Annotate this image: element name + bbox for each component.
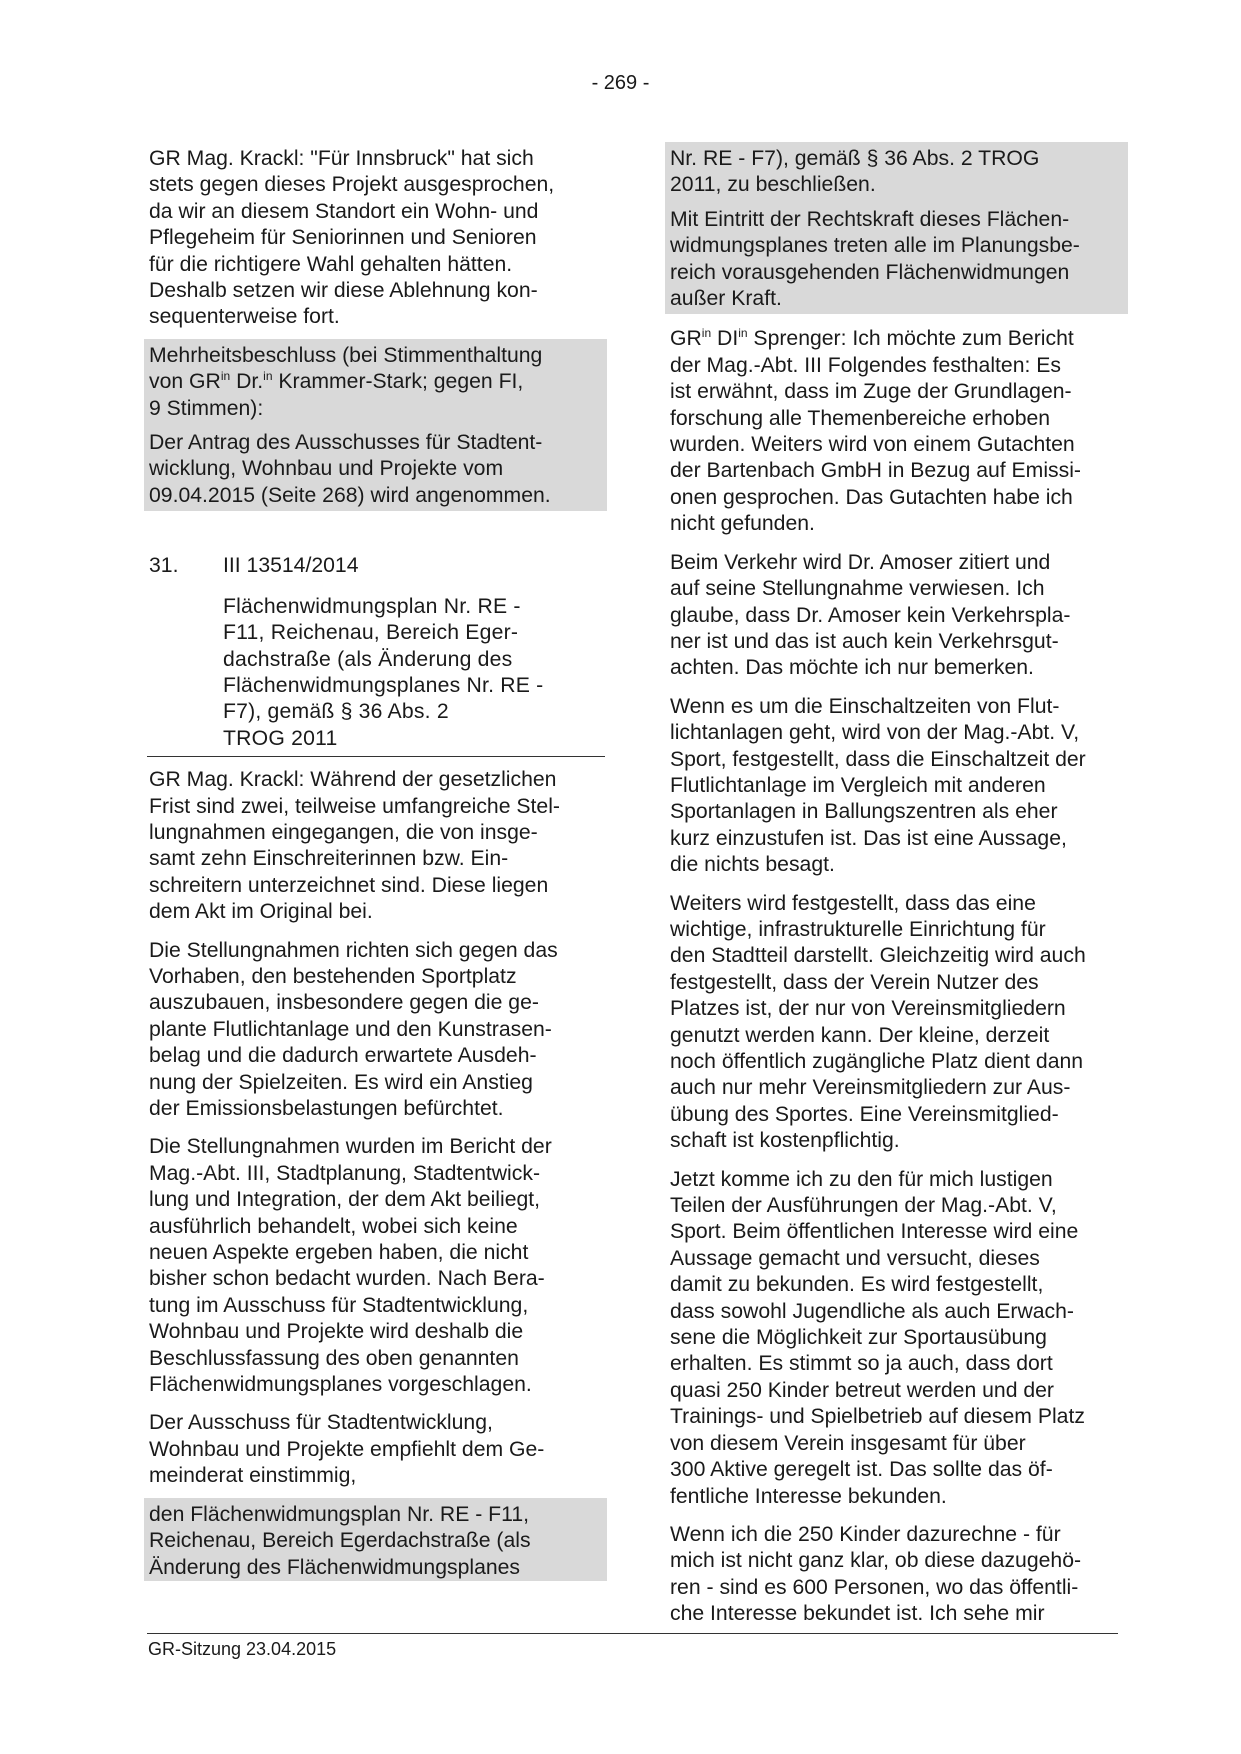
agenda-item-31 (147, 553, 605, 752)
motion-text-start: den Flächenwidmungsplan Nr. RE - F11, Reichenau, Bereich Egerdachstraße (als Änderung des Flächenwidmungsplanes (144, 1498, 607, 1581)
agenda-item-number: 31. (149, 554, 179, 578)
paragraph-objections: Die Stellungnahmen richten sich gegen das Vorhaben, den bestehenden Sportplatz auszubauen, insbesondere gegen die ge- plante Flutlichtanlage und den Kunstrasen- belag und die dadurch erwartete Ausdeh- nung der Spielzeiten. Es wird ein Anstieg der Emissionsbelastungen befürchtet. (149, 938, 558, 1120)
sprenger-part-c: Sprenger: Ich möchte zum Bericht der Mag.-Abt. III Folgendes festhalten: Es ist erwähnt, dass im Zuge der Grundlagen- forschung alle Themenbereiche erhoben wurden. Weiters wird von einem Gutachten der Bartenbach GmbH in Bezug auf Emissi- onen gesprochen. Das Gutachten habe ich nicht gefunden. (670, 327, 1081, 536)
paragraph-report: Die Stellungnahmen wurden im Bericht der Mag.-Abt. III, Stadtplanung, Stadtentwick- lung und Integration, der dem Akt beiliegt, ausführlich behandelt, wobei sich keine neuen Aspekte ergeben haben, die nicht bisher schon bedacht wurden. Nach Bera- tung im Ausschuss für Stadtentwicklung, Wohnbau und Projekte wird deshalb die Beschlussfassung des oben genannten Flächenwidmungsplanes vorgeschlagen. (149, 1135, 552, 1397)
sprenger-superscript-2: in (738, 326, 748, 341)
sprenger-statement (668, 326, 1126, 537)
decision-text: Der Antrag des Ausschusses für Stadtent- wicklung, Wohnbau und Projekte vom 09.04.2015 (Seite 268) wird angenommen. (144, 422, 607, 511)
agenda-item-reference: III 13514/2014 (223, 554, 359, 578)
sprenger-part-b: DI (711, 327, 739, 351)
decision-result-part-b: Dr. (230, 370, 264, 394)
decision-superscript-2: in (263, 369, 273, 384)
paragraph-public-interest: Jetzt komme ich zu den für mich lustigen Teilen der Ausführungen der Mag.-Abt. V, Sport. Beim öffentlichen Interesse wird eine Aussage gemacht und versucht, dieses damit zu bekunden. Es wird festgestellt, dass sowohl Jugendliche als auch Erwach- sene die Möglichkeit zur Sportausübung erhalten. Es stimmt so ja auch, dass dort quasi 250 Kinder betreut werden und der Trainings- und Spielbetrieb auf diesem Platz von diesem Verein insgesamt für über 300 Aktive geregelt ist. Das sollte das öf- fentliche Interesse bekunden. (670, 1167, 1085, 1508)
paragraph-children-count: Wenn ich die 250 Kinder dazurechne - für mich ist nicht ganz klar, ob diese dazugehö- ren - sind es 600 Personen, wo das öffentli- che Interesse bekundet ist. Ich sehe mir (670, 1522, 1082, 1626)
left-column (147, 146, 605, 1593)
sprenger-superscript-1: in (701, 326, 712, 341)
decision-result-part-a: Mehrheitsbeschluss (bei Stimmenthaltung von GR (149, 343, 543, 394)
motion-text-end: Nr. RE - F7), gemäß § 36 Abs. 2 TROG 2011, zu beschließen. (665, 142, 1128, 199)
paragraph-traffic: Beim Verkehr wird Dr. Amoser zitiert und auf seine Stellungnahme verwiesen. Ich glaube, dass Dr. Amoser kein Verkehrspla- ner ist und das ist auch kein Verkehrsgut- achten. Das möchte ich nur bemerken. (670, 550, 1071, 680)
motion-legal-effect: Mit Eintritt der Rechtskraft dieses Flächen- widmungsplanes treten alle im Planungsbe- reich vorausgehenden Flächenwidmungen außer Kraft. (665, 199, 1128, 315)
right-column (668, 146, 1126, 1640)
paragraph-infrastructure: Weiters wird festgestellt, dass das eine wichtige, infrastrukturelle Einrichtung für den Stadtteil darstellt. Gleichzeitig wird auch festgestellt, dass der Verein Nutzer des Platzes ist, der nur von Vereinsmitgliedern genutzt werden kann. Der kleine, derzeit noch öffentlich zugängliche Platz dient dann auch nur mehr Vereinsmitgliedern zur Aus- übung des Sportes. Eine Vereinsmitglied- schaft ist kostenpflichtig. (670, 891, 1086, 1153)
decision-result (144, 339, 607, 422)
paragraph-floodlight-times: Wenn es um die Einschaltzeiten von Flut- lichtanlagen geht, wird von der Mag.-Abt. V, Sport, festgestellt, dass die Einschaltzeit der Flutlichtanlage im Vergleich mit anderen Sportanlagen in Ballungszentren als eher kurz einzustufen ist. Das ist eine Aussage, die nichts besagt. (670, 694, 1086, 877)
footer-divider (147, 1633, 1118, 1634)
paragraph-committee-recommendation: Der Ausschuss für Stadtentwicklung, Wohnbau und Projekte empfiehlt dem Ge- meinderat einstimmig, (149, 1411, 545, 1488)
agenda-item-title: Flächenwidmungsplan Nr. RE - F11, Reichenau, Bereich Eger- dachstraße (als Änderung des Flächenwidmungsplanes Nr. RE - F7), gemäß § 36 Abs. 2 TROG 2011 (223, 594, 544, 750)
decision-superscript-1: in (220, 369, 231, 384)
krackl-statement-2: GR Mag. Krackl: Während der gesetzlichen Frist sind zwei, teilweise umfangreiche Stel- lungnahmen eingegangen, die von insge- samt zehn Einschreiterinnen bzw. Ein- schreitern unterzeichnet sind. Diese liegen dem Akt im Original bei. (149, 768, 560, 924)
sprenger-part-a: GR (670, 327, 702, 351)
page-number: - 269 - (591, 72, 650, 94)
krackl-statement-1: GR Mag. Krackl: "Für Innsbruck" hat sich stets gegen dieses Projekt ausgesprochen, da wir an diesem Standort ein Wohn- und Pflegeheim für Seniorinnen und Senioren für die richtigere Wahl gehalten hätten. Deshalb setzen wir diese Ablehnung kon- sequenterweise fort. (149, 147, 555, 329)
agenda-item-divider (147, 756, 605, 757)
footer-session-date: GR-Sitzung 23.04.2015 (148, 1639, 337, 1659)
decision-result-part-c: Krammer-Stark; gegen FI, 9 Stimmen): (149, 370, 524, 420)
